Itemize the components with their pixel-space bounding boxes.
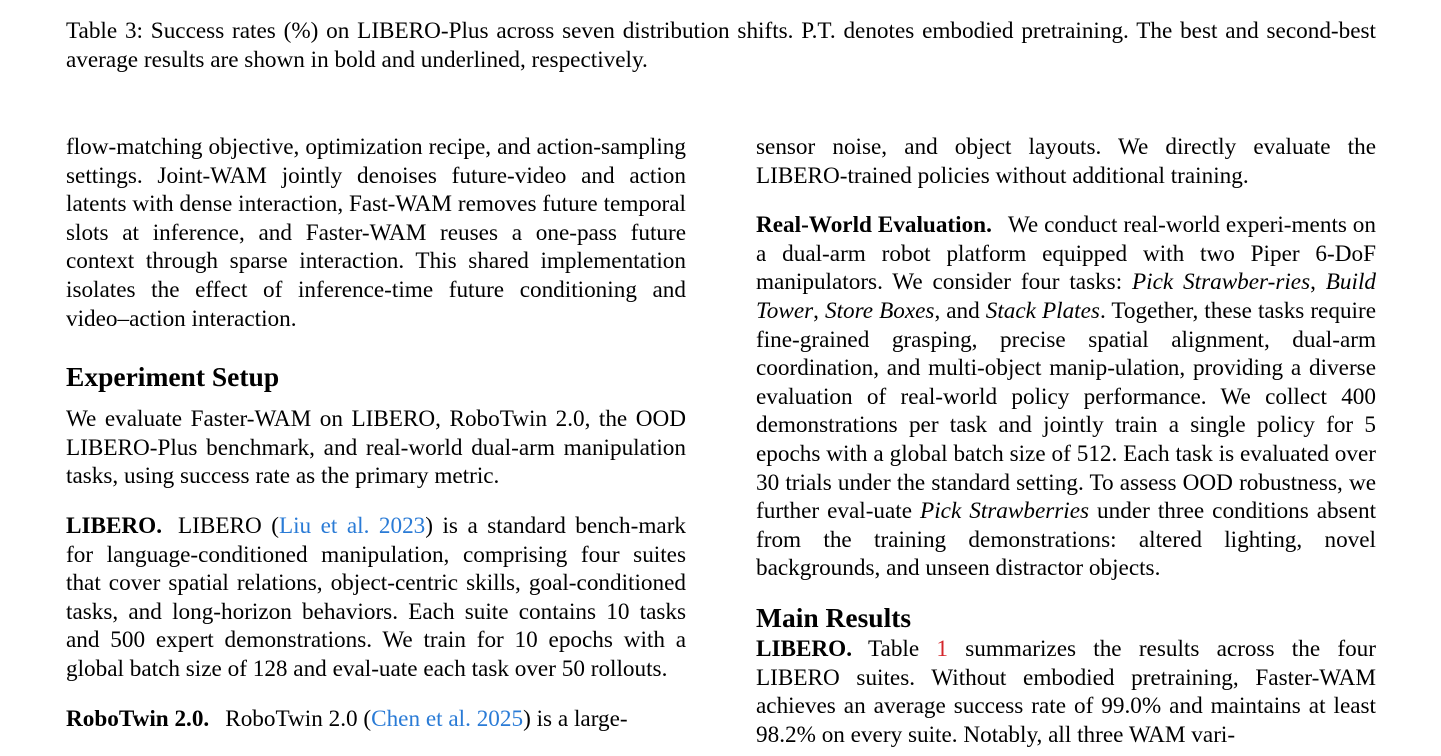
- sep-2: ,: [813, 297, 825, 324]
- table-caption: Table 3: Success rates (%) on LIBERO-Plus across seven distribution shifts. P.T. denotes embodied pretraining. The best and second-best average results are shown in bold and underlined, respectively.: [66, 18, 1376, 73]
- paragraph-real-world: [756, 211, 1376, 583]
- paragraph-libero-results: [756, 635, 1376, 749]
- libero-text-b: ) is a standard bench-mark for language-conditioned manipulation, comprising four suites that cover spatial relations, object-centric skills, goal-conditioned tasks, and long-horizon behaviors. Each suite contains 10 tasks and 500 expert demonstrations. We train for 10 epochs with a global batch size of 128 and eval-uate each task over 50 rollouts.: [66, 512, 687, 682]
- main-text-b: summarizes the results across the four LIBERO suites. Without embodied pretraining, Faster-WAM achieves an average success rate of 99.0% and maintains at least 98.2% on every suite. Notably, all three WAM vari-: [756, 635, 1376, 748]
- right-column: [756, 133, 1376, 749]
- real-text-a: We conduct real-world experi-ments on a dual-arm robot platform equipped with two Piper 6-DoF manipulators. We consider four tasks:: [756, 212, 1376, 296]
- runin-heading-real-world: Real-World Evaluation.: [756, 212, 992, 239]
- left-column: [66, 133, 686, 733]
- task-stack-plates: Stack Plates: [985, 297, 1100, 324]
- section-heading-main-results: Main Results: [756, 601, 912, 633]
- sep-3: , and: [934, 297, 986, 324]
- paragraph-experiment-overview: We evaluate Faster-WAM on LIBERO, RoboTwin 2.0, the OOD LIBERO-Plus benchmark, and real-world dual-arm manipulation tasks, using success rate as the primary metric.: [66, 406, 686, 490]
- task-store-boxes: Store Boxes: [824, 297, 935, 324]
- table-ref-link-1[interactable]: 1: [936, 635, 949, 662]
- runin-heading-libero: LIBERO.: [66, 512, 162, 539]
- real-text-c: under three conditions absent from the training demonstrations: altered lighting, novel backgrounds, and unseen distractor objects.: [756, 498, 1377, 582]
- citation-link-chen-2025[interactable]: Chen et al. 2025: [371, 705, 524, 732]
- task-pick-strawberries-ood: Pick Strawberries: [920, 498, 1090, 525]
- section-heading-experiment-setup: Experiment Setup: [66, 361, 280, 393]
- robotwin-text-b: ) is a large-: [523, 705, 628, 732]
- libero-text-a: LIBERO (: [178, 512, 279, 539]
- sep-1: ,: [1310, 269, 1326, 296]
- robotwin-text-a: RoboTwin 2.0 (: [225, 705, 372, 732]
- paragraph-robotwin: [66, 705, 686, 734]
- citation-link-liu-2023[interactable]: Liu et al. 2023: [278, 512, 426, 539]
- runin-heading-robotwin: RoboTwin 2.0.: [66, 705, 210, 732]
- real-text-b: . Together, these tasks require fine-grained grasping, precise spatial alignment, dual-arm coordination, and multi-object manip-ulation, providing a diverse evaluation of real-world policy performance. We collect 400 demonstrations per task and jointly train a single policy for 5 epochs with a global batch size of 512. Each task is evaluated over 30 trials under the standard setting. To assess OOD robustness, we further eval-uate: [756, 297, 1376, 525]
- main-text-a: Table: [868, 635, 937, 662]
- runin-heading-libero-results: LIBERO.: [756, 635, 852, 662]
- paragraph-libero-plus-end: sensor noise, and object layouts. We directly evaluate the LIBERO-trained policies without additional training.: [756, 134, 1376, 189]
- paragraph-libero: [66, 512, 686, 684]
- task-pick-strawberries: Pick Strawber-ries: [1132, 269, 1311, 296]
- task-build-tower: Build Tower: [756, 269, 1377, 324]
- paragraph-method-end: flow-matching objective, optimization recipe, and action-sampling settings. Joint-WAM jointly denoises future-video and action latents with dense interaction, Fast-WAM removes future temporal slots at inference, and Faster-WAM reuses a one-pass future context through sparse interaction. This shared implementation isolates the effect of inference-time future conditioning and video–action interaction.: [66, 134, 686, 332]
